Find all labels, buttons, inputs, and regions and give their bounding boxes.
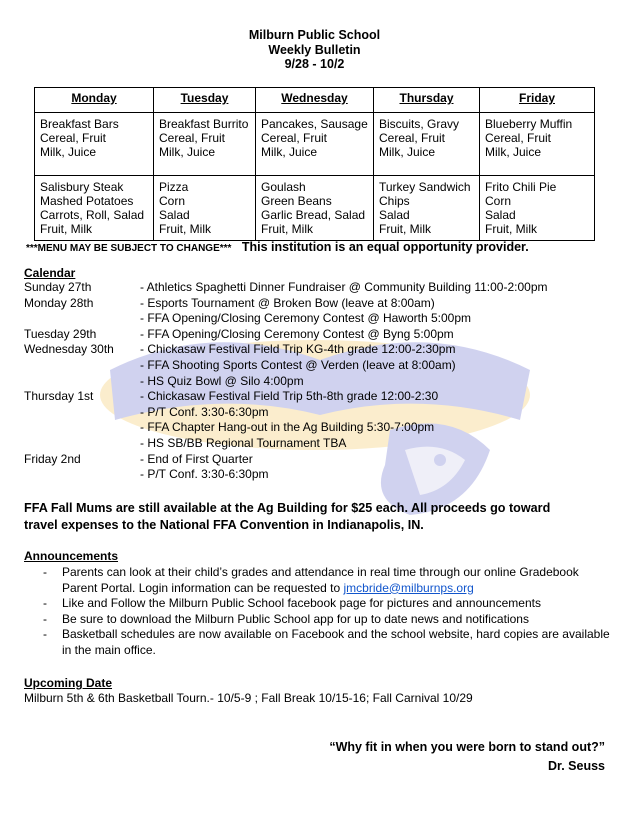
menu-cell	[256, 113, 374, 176]
calendar-row	[24, 280, 604, 296]
list-dash: -	[43, 596, 47, 611]
menu-cell	[374, 113, 480, 176]
list-dash: -	[43, 611, 47, 626]
menu-item: Carrots, Roll, Salad	[40, 208, 145, 222]
menu-item: Pancakes, Sausage	[261, 117, 368, 131]
calendar-rows	[24, 280, 604, 483]
calendar-event: - FFA Chapter Hang-out in the Ag Building 5:30-7:00pm	[140, 420, 435, 435]
announcements-title: Announcements	[24, 549, 119, 563]
upcoming-text: Milburn 5th & 6th Basketball Tourn.- 10/5-9 ; Fall Break 10/15-16; Fall Carnival 10/29	[24, 691, 473, 705]
calendar-day: Sunday 27th	[24, 280, 92, 294]
calendar-event: - Esports Tournament @ Broken Bow (leave at 8:00am)	[140, 295, 435, 310]
bulletin-header	[0, 28, 629, 72]
list-dash: -	[43, 565, 47, 579]
calendar-day	[24, 467, 140, 483]
announcement-item	[24, 565, 614, 596]
quote-author: Dr. Seuss	[548, 759, 605, 773]
menu-day-friday: Friday	[480, 88, 595, 113]
menu-header-row	[35, 88, 595, 113]
calendar-event: - End of First Quarter	[140, 451, 253, 466]
calendar-title: Calendar	[24, 266, 76, 280]
menu-item: Milk, Juice	[40, 145, 97, 159]
menu-item: Frito Chili Pie	[485, 180, 557, 194]
bulletin-dates: 9/28 - 10/2	[284, 57, 345, 71]
calendar-event: - HS SB/BB Regional Tournament TBA	[140, 435, 347, 450]
calendar-day	[24, 374, 140, 390]
calendar-event: - FFA Shooting Sports Contest @ Verden (leave at 8:00am)	[140, 357, 456, 372]
calendar-day	[24, 405, 140, 421]
announcement-text: Parents can look at their child’s grades and attendance in real time through our online Gradebook	[62, 565, 579, 579]
calendar-row	[24, 405, 604, 421]
calendar-day: Wednesday 30th	[24, 342, 114, 357]
calendar-day	[24, 436, 140, 452]
menu-item: Cereal, Fruit	[159, 131, 226, 145]
menu-cell	[480, 113, 595, 176]
announcement-text: Be sure to download the Milburn Public School app for up to date news and notifications	[62, 611, 529, 626]
menu-change-notice: ***MENU MAY BE SUBJECT TO CHANGE***	[26, 243, 232, 254]
school-name: Milburn Public School	[248, 28, 381, 42]
calendar-event: - Athletics Spaghetti Dinner Fundraiser @ Community Building 11:00-2:00pm	[140, 280, 548, 294]
calendar-event: - P/T Conf. 3:30-6:30pm	[140, 404, 269, 419]
bulletin-title: Weekly Bulletin	[268, 42, 361, 57]
menu-item: Salad	[379, 208, 410, 222]
mums-line: FFA Fall Mums are still available at the Ag Building for $25 each. All proceeds go toward	[24, 501, 551, 515]
menu-item: Corn	[485, 194, 512, 208]
menu-day-tuesday: Tuesday	[154, 88, 256, 113]
calendar-row	[24, 374, 604, 390]
calendar-day: Friday 2nd	[24, 451, 81, 466]
upcoming-section	[24, 676, 614, 706]
calendar-event: - HS Quiz Bowl @ Silo 4:00pm	[140, 373, 304, 388]
upcoming-title: Upcoming Date	[24, 676, 113, 690]
menu-cell	[154, 176, 256, 241]
calendar-row	[24, 452, 604, 468]
menu-item: Green Beans	[261, 194, 332, 208]
calendar-section	[24, 266, 604, 483]
calendar-day	[24, 311, 140, 327]
calendar-row	[24, 296, 604, 312]
calendar-row	[24, 327, 604, 343]
menu-item: Salisbury Steak	[40, 180, 124, 194]
calendar-row	[24, 389, 604, 405]
equal-opportunity-notice: This institution is an equal opportunity provider.	[241, 240, 529, 254]
menu-day-thursday: Thursday	[374, 88, 480, 113]
calendar-day	[24, 358, 140, 374]
menu-item: Cereal, Fruit	[485, 131, 552, 145]
email-link[interactable]: jmcbride@milburnps.org	[343, 580, 474, 595]
menu-item: Turkey Sandwich	[379, 180, 471, 194]
menu-item: Milk, Juice	[261, 145, 318, 159]
menu-item: Fruit, Milk	[261, 222, 313, 236]
calendar-row	[24, 436, 604, 452]
calendar-day: Monday 28th	[24, 295, 94, 310]
menu-item: Corn	[159, 194, 186, 208]
menu-item: Milk, Juice	[379, 145, 436, 159]
menu-cell	[480, 176, 595, 241]
menu-item: Breakfast Burrito	[159, 117, 249, 131]
calendar-event: - Chickasaw Festival Field Trip KG-4th grade 12:00-2:30pm	[140, 342, 456, 357]
calendar-row	[24, 342, 604, 358]
ffa-mums-notice	[24, 500, 614, 534]
menu-item: Mashed Potatoes	[40, 194, 134, 208]
menu-cell	[374, 176, 480, 241]
menu-cell	[35, 113, 154, 176]
announcement-item	[24, 596, 614, 612]
calendar-day: Thursday 1st	[24, 389, 94, 404]
list-dash: -	[43, 627, 47, 642]
menu-item: Cereal, Fruit	[40, 131, 107, 145]
calendar-event: - Chickasaw Festival Field Trip 5th-8th grade 12:00-2:30	[140, 389, 439, 404]
menu-item: Biscuits, Gravy	[379, 117, 460, 131]
menu-day-wednesday: Wednesday	[256, 88, 374, 113]
announcement-item	[24, 612, 614, 628]
menu-item: Salad	[159, 208, 190, 222]
menu-item: Breakfast Bars	[40, 117, 119, 131]
menu-item: Goulash	[261, 180, 306, 194]
calendar-event: - P/T Conf. 3:30-6:30pm	[140, 467, 269, 482]
menu-notice	[26, 238, 529, 256]
menu-item: Cereal, Fruit	[261, 131, 328, 145]
menu-item: Salad	[485, 208, 516, 222]
announcement-text: Parent Portal. Login information can be requested to	[62, 580, 344, 595]
announcements-list	[24, 565, 614, 659]
menu-cell	[256, 176, 374, 241]
menu-item: Chips	[379, 194, 410, 208]
quote-text: “Why fit in when you were born to stand out?”	[329, 740, 605, 754]
menu-item: Fruit, Milk	[159, 222, 211, 236]
mums-line: travel expenses to the National FFA Convention in Indianapolis, IN.	[24, 518, 424, 532]
menu-item: Fruit, Milk	[40, 222, 92, 236]
calendar-row	[24, 420, 604, 436]
calendar-event: - FFA Opening/Closing Ceremony Contest @ Haworth 5:00pm	[140, 311, 471, 326]
announcement-text: Like and Follow the Milburn Public School facebook page for pictures and announcements	[62, 596, 541, 611]
menu-item: Cereal, Fruit	[379, 131, 446, 145]
calendar-row	[24, 467, 604, 483]
menu-item: Milk, Juice	[485, 145, 542, 159]
calendar-event: - FFA Opening/Closing Ceremony Contest @ Byng 5:00pm	[140, 326, 454, 341]
quote-block	[329, 738, 605, 776]
menu-item: Garlic Bread, Salad	[261, 208, 366, 222]
calendar-row	[24, 311, 604, 327]
announcement-item	[24, 627, 614, 658]
lunch-row	[35, 176, 595, 241]
calendar-row	[24, 358, 604, 374]
menu-item: Fruit, Milk	[379, 222, 431, 236]
menu-item: Fruit, Milk	[485, 222, 537, 236]
lunch-menu-table	[34, 87, 595, 241]
menu-cell	[35, 176, 154, 241]
menu-item: Pizza	[159, 180, 189, 194]
announcement-text: in the main office.	[62, 642, 156, 657]
announcement-text: Basketball schedules are now available on Facebook and the school website, hard copies are available	[62, 627, 610, 642]
calendar-day	[24, 420, 140, 436]
menu-item: Milk, Juice	[159, 145, 216, 159]
menu-cell	[154, 113, 256, 176]
calendar-day: Tuesday 29th	[24, 326, 97, 341]
menu-day-monday: Monday	[35, 88, 154, 113]
menu-item: Blueberry Muffin	[485, 117, 573, 131]
breakfast-row	[35, 113, 595, 176]
announcements-section	[24, 549, 614, 659]
